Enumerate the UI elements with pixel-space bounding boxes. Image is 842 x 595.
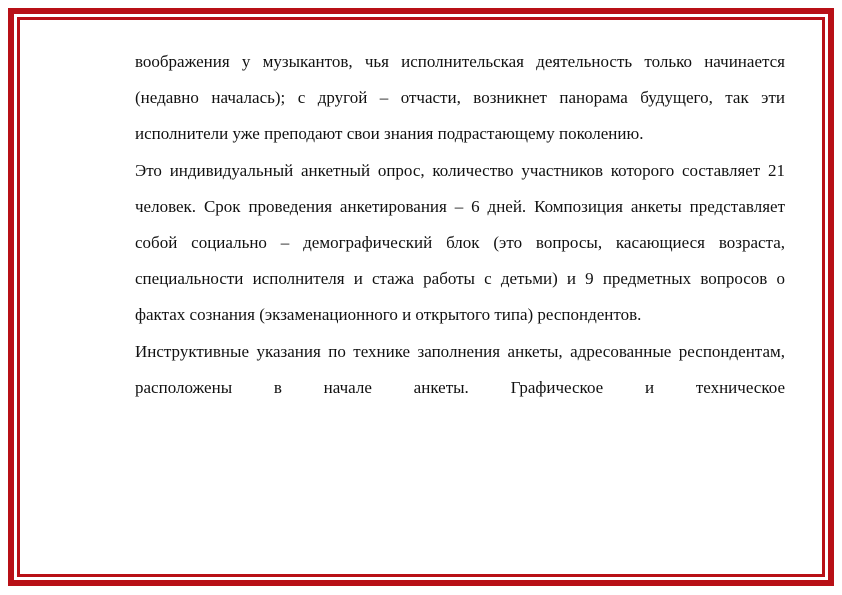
paragraph-2: Это индивидуальный анкетный опрос, количество участников которого составляет 21 человек. Срок проведения анкетирования – 6 дней. Композиция анкеты представляет собой социально – демографический блок (это вопросы, касающиеся возраста, специальности исполнителя и стажа работы с детьми) и 9 предметных вопросов о фактах сознания (экзаменационного и открытого типа) респондентов. bbox=[135, 160, 785, 325]
page-body-text bbox=[135, 44, 785, 406]
paragraph-1: воображения у музыкантов, чья исполнительская деятельность только начинается (недавно началась); с другой – отчасти, возникнет панорама будущего, так эти исполнители уже преподают свои знания подрастающему поколению. bbox=[135, 52, 785, 144]
paragraph-3: Инструктивные указания по технике заполнения анкеты, адресованные респондентам, расположены в начале анкеты. Графическое и техническое bbox=[135, 341, 785, 397]
